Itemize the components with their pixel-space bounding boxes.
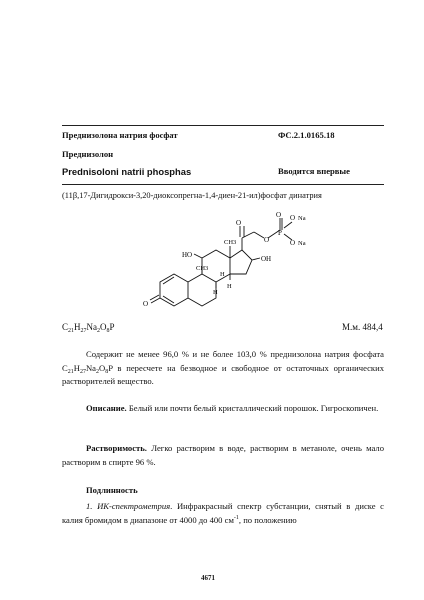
structure-label-o-phos-1: O bbox=[290, 214, 296, 222]
structure-label-o-keto-20: O bbox=[236, 219, 242, 227]
structure-label-o-double: O bbox=[276, 211, 282, 219]
content-formula: $C_{21}H_{27}Na_2O_8P$ bbox=[62, 362, 113, 375]
solubility-paragraph: Растворимость. Легко растворим в воде, растворим в метаноле, очень мало растворим в спирте 96 %. bbox=[62, 443, 384, 467]
structure-label-o-ester: O bbox=[264, 236, 270, 244]
ir-paragraph: 1. ИК-спектрометрия. Инфракрасный спектр субстанции, снятый в диске с калия бромидом в диапазоне от 4000 до 400 $см^{-1}$, по положению bbox=[62, 501, 384, 525]
structure-label-o-keto-3: O bbox=[143, 300, 149, 308]
structure-label-ch3-18: CH3 bbox=[224, 239, 237, 246]
description-paragraph: Описание. Белый или почти белый кристаллический порошок. Гигроскопичен. bbox=[86, 403, 379, 413]
introduction-status: Вводится впервые bbox=[278, 166, 350, 176]
latin-title: Prednisoloni natrii phosphas bbox=[62, 166, 192, 177]
structural-formula bbox=[130, 210, 320, 322]
structure-label-oh-17: OH bbox=[261, 255, 272, 263]
structure-label-h-14: H bbox=[227, 283, 232, 290]
top-rule bbox=[62, 125, 384, 126]
page-number: 4671 bbox=[201, 574, 215, 582]
content-paragraph: Содержит не менее 96,0 % и не более 103,0 % преднизолона натрия фосфата $C_{21}H_{27}Na_2O_8P$ в пересчете на безводное и свободное от остаточных органических растворителей вещество. bbox=[62, 349, 384, 387]
structure-label-ho-11: HO bbox=[182, 251, 193, 259]
structure-label-h-9: H bbox=[220, 271, 225, 278]
header-rule bbox=[62, 184, 384, 185]
synonym: Преднизолон bbox=[62, 149, 114, 159]
document-title: Преднизолона натрия фосфат bbox=[62, 130, 178, 140]
structure-label-h-8: H bbox=[213, 289, 218, 296]
structure-label-na-1: Na bbox=[298, 215, 306, 222]
description-label: Описание. bbox=[86, 403, 127, 413]
structure-label-o-phos-2: O bbox=[290, 239, 296, 247]
structure-label-ch3-19: CH3 bbox=[196, 265, 209, 272]
identity-heading: Подлинность bbox=[86, 485, 138, 495]
structure-label-p: P bbox=[278, 229, 282, 237]
document-code: ФС.2.1.0165.18 bbox=[278, 130, 335, 140]
solubility-label: Растворимость. bbox=[86, 443, 147, 453]
ir-label: 1. ИК-спектрометрия bbox=[86, 501, 171, 511]
chemical-name: (11β,17-Дигидрокси-3,20-диоксопрегна-1,4-диен-21-ил)фосфат динатрия bbox=[62, 191, 322, 200]
structure-label-na-2: Na bbox=[298, 240, 306, 247]
molecular-formula: $C_{21}H_{27}Na_2O_8P$ bbox=[62, 322, 115, 334]
molecular-weight: М.м. 484,4 bbox=[342, 322, 383, 332]
